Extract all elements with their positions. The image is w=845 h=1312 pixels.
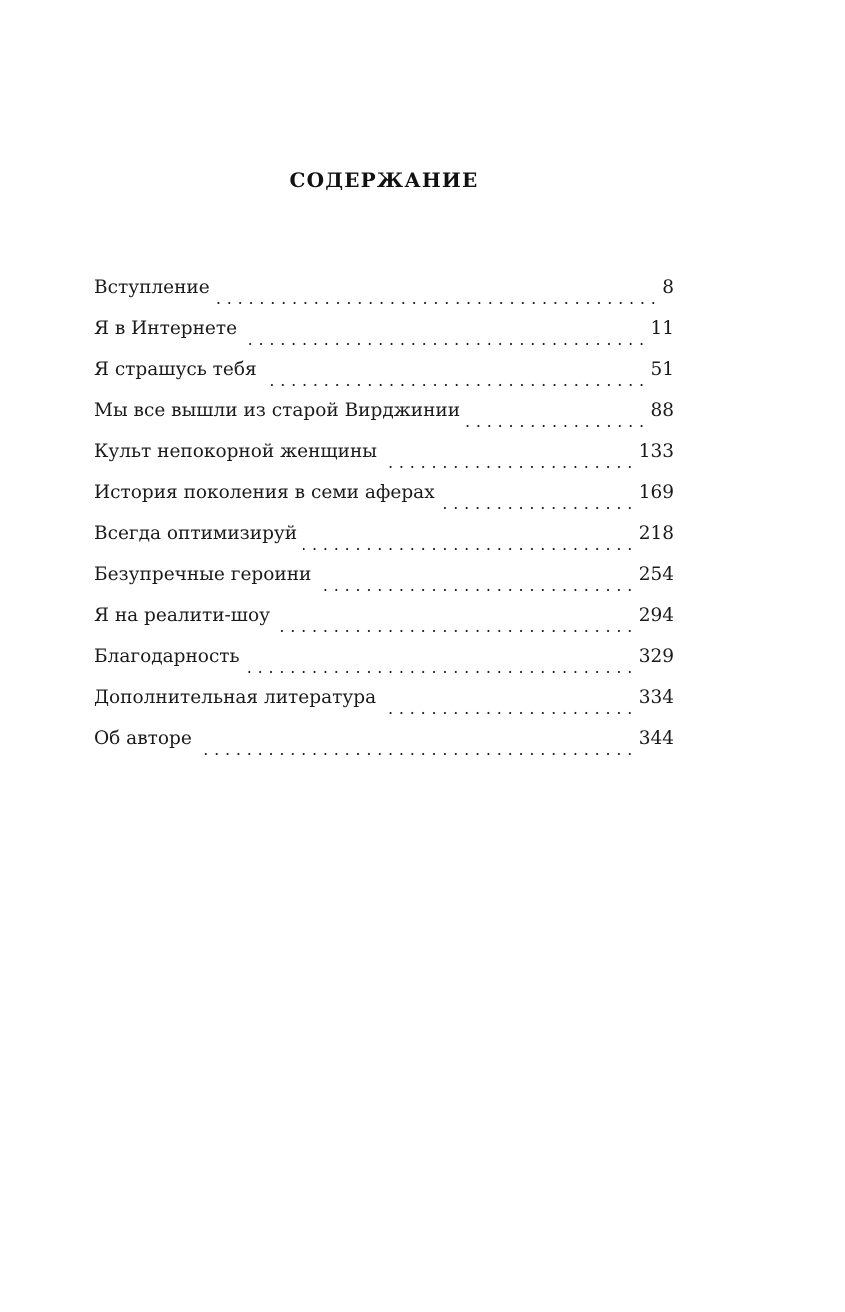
- dot-leader: [382, 700, 633, 722]
- toc-entry: [94, 357, 674, 398]
- toc-entry: [94, 726, 674, 767]
- toc-entry-label: Культ непокорной женщины: [94, 441, 377, 462]
- dot-leader: [216, 290, 657, 312]
- toc-entry-label: Об авторе: [94, 728, 192, 749]
- toc-entry: [94, 685, 674, 726]
- dot-leader: [276, 618, 633, 640]
- toc-entry-page: 344: [638, 728, 674, 749]
- toc-entry-label: Дополнительная литература: [94, 687, 377, 708]
- toc-entry-page: 294: [638, 605, 674, 626]
- toc-entry: [94, 644, 674, 685]
- toc-entry-label: Я в Интернете: [94, 318, 238, 339]
- toc-entry-label: Благодарность: [94, 646, 240, 667]
- dot-leader: [441, 495, 633, 517]
- dot-leader: [243, 331, 644, 353]
- toc-entry-page: 334: [638, 687, 674, 708]
- dot-leader: [198, 741, 633, 763]
- toc-entry-page: 11: [650, 318, 674, 339]
- dot-leader: [466, 413, 644, 435]
- toc-entry-label: Вступление: [94, 277, 210, 298]
- toc-entry: [94, 275, 674, 316]
- toc-entry-page: 51: [650, 359, 674, 380]
- toc-entry-page: 8: [662, 277, 674, 298]
- toc-entry: [94, 562, 674, 603]
- dot-leader: [303, 536, 633, 558]
- toc-entry: [94, 521, 674, 562]
- dot-leader: [246, 659, 633, 681]
- toc-entry-page: 133: [638, 441, 674, 462]
- toc-entry-label: Я на реалити-шоу: [94, 605, 271, 626]
- toc-entry: [94, 480, 674, 521]
- dot-leader: [263, 372, 645, 394]
- toc-entry: [94, 603, 674, 644]
- toc-entry-label: Безупречные героини: [94, 564, 312, 585]
- toc-entry: [94, 398, 674, 439]
- toc-entry-label: Всегда оптимизируй: [94, 523, 298, 544]
- toc-entry-page: 88: [650, 400, 674, 421]
- dot-leader: [383, 454, 633, 476]
- toc-entry: [94, 316, 674, 357]
- toc-entry-label: История поколения в семи аферах: [94, 482, 435, 503]
- toc-entry-label: Я страшусь тебя: [94, 359, 257, 380]
- toc-entry-page: 329: [638, 646, 674, 667]
- toc-entry-page: 254: [638, 564, 674, 585]
- dot-leader: [317, 577, 632, 599]
- toc-entry: [94, 439, 674, 480]
- toc-title: СОДЕРЖАНИЕ: [289, 168, 479, 192]
- toc-entry-label: Мы все вышли из старой Вирджинии: [94, 400, 461, 421]
- toc-entry-page: 218: [638, 523, 674, 544]
- toc-list: [94, 275, 674, 767]
- toc-entry-page: 169: [638, 482, 674, 503]
